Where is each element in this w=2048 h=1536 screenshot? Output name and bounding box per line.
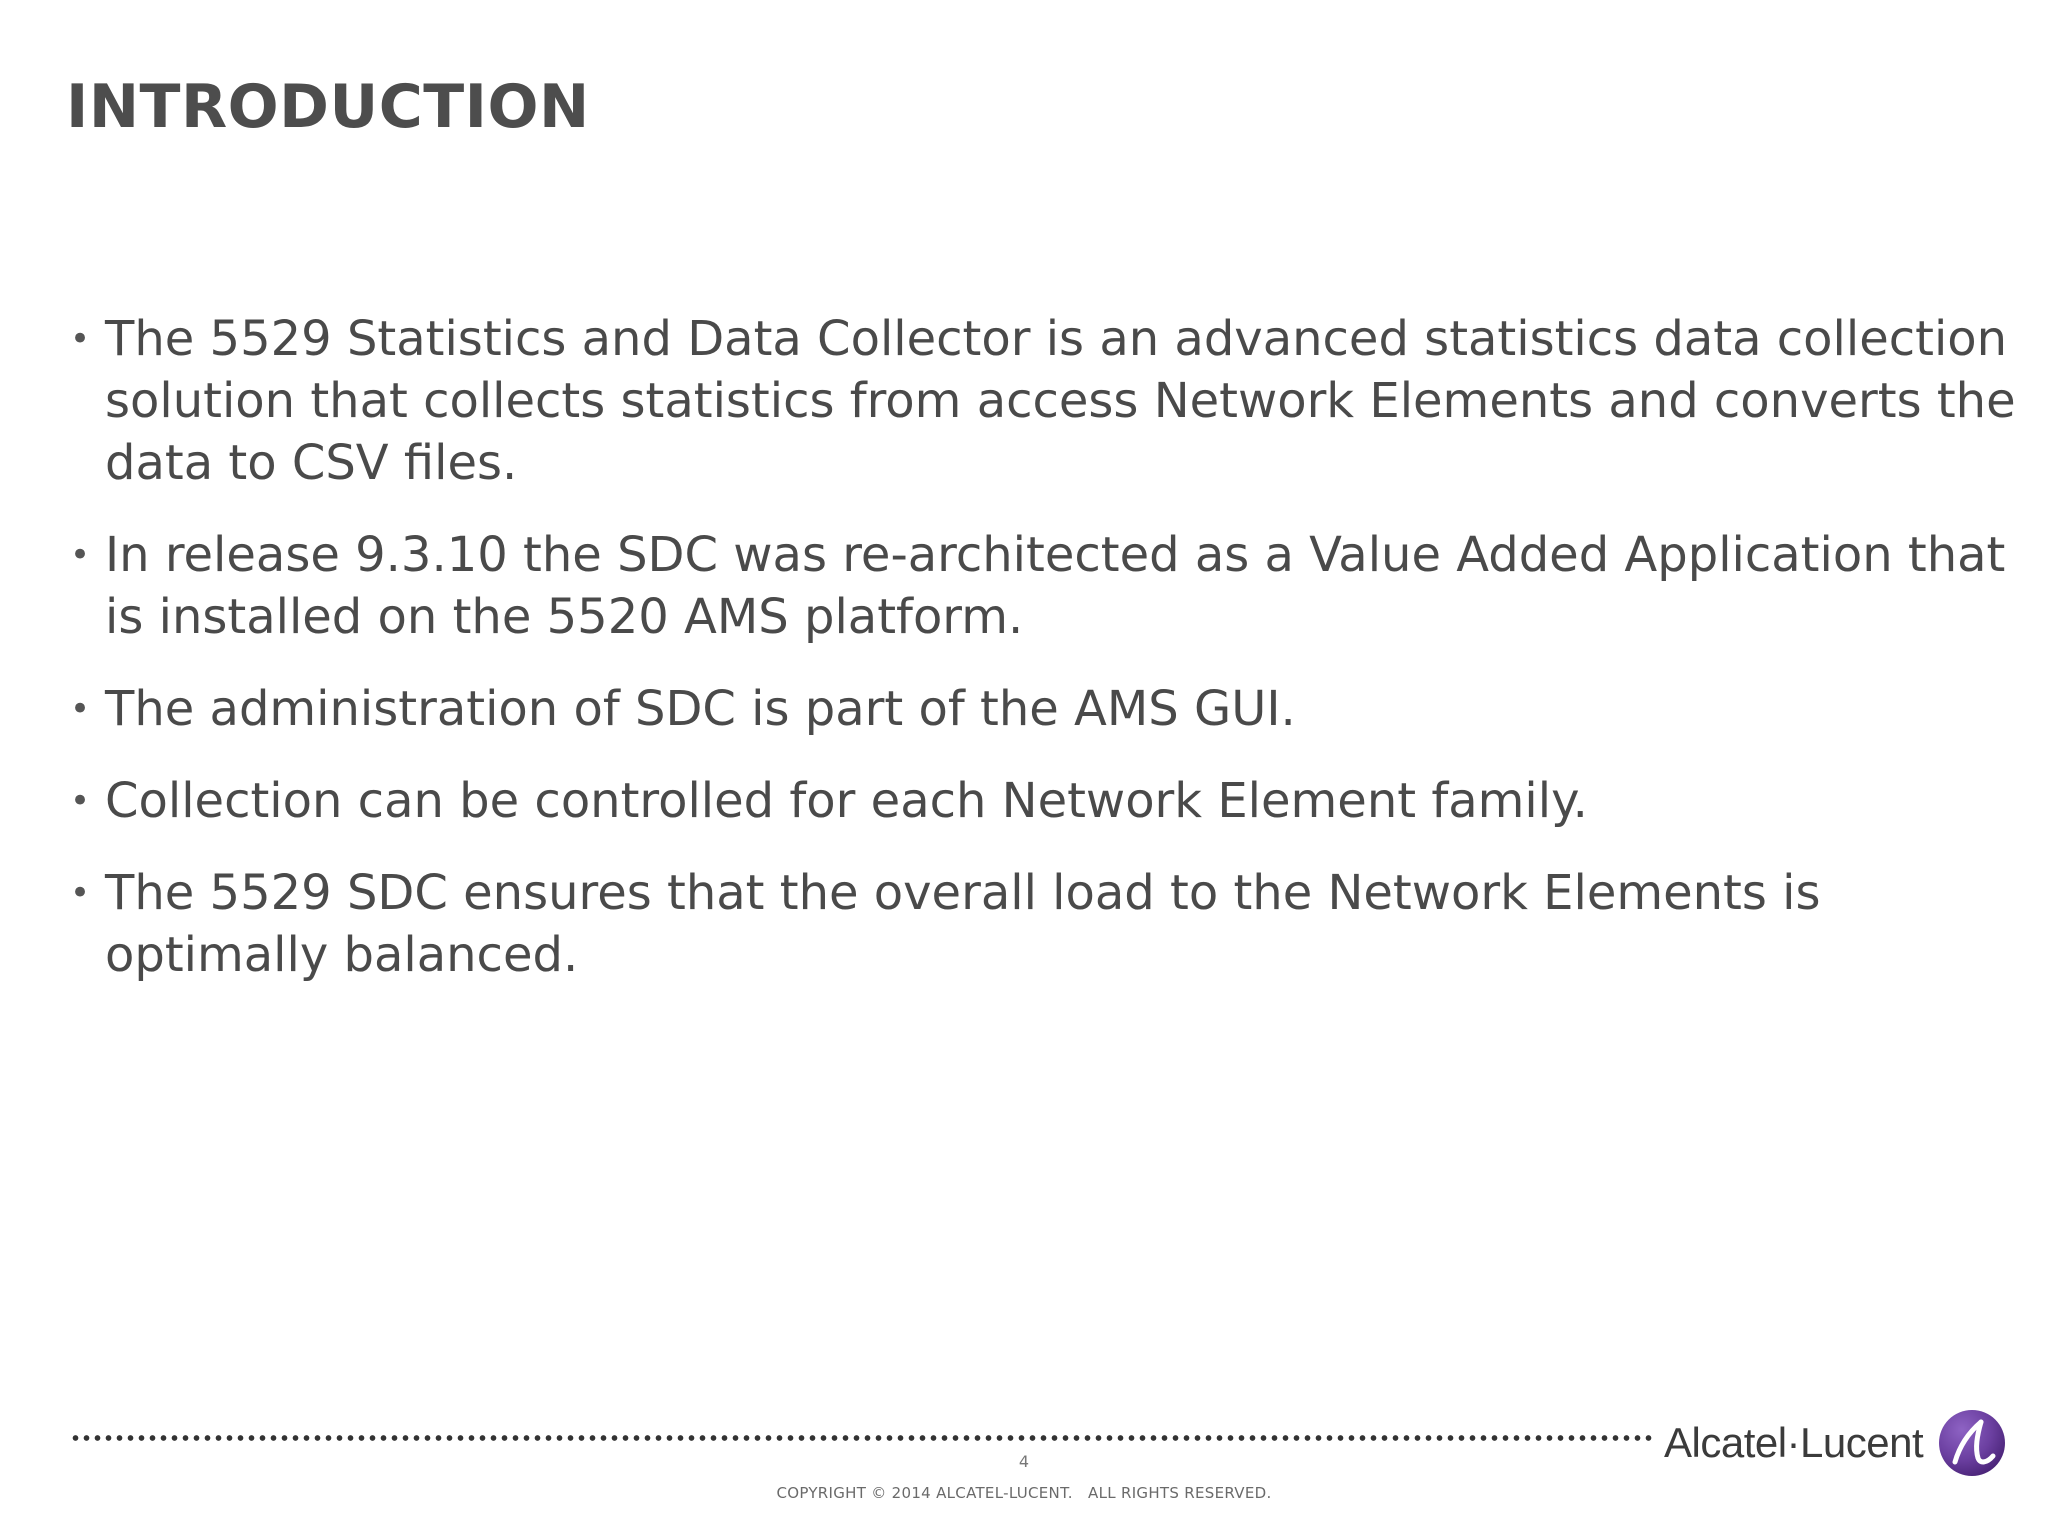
page-number: 4 — [1018, 1452, 1030, 1471]
bullet-text: In release 9.3.10 the SDC was re-architected as a Value Added Application that is installed on the 5520 AMS platform. — [105, 527, 2006, 645]
bullet-dot: • — [70, 873, 91, 913]
bullet-item — [66, 862, 2016, 986]
bullet-text: The 5529 SDC ensures that the overall load to the Network Elements is optimally balanced. — [105, 865, 1821, 983]
bullet-dot: • — [70, 319, 91, 359]
logo-text: Alcatel·Lucent — [1664, 1419, 1924, 1466]
bullet-item — [66, 308, 2016, 494]
bullet-item — [66, 524, 2016, 648]
bullet-text: The administration of SDC is part of the AMS GUI. — [105, 681, 1296, 737]
bullet-dot: • — [70, 781, 91, 821]
bullet-list — [66, 308, 2016, 1016]
bullet-text: Collection can be controlled for each Network Element family. — [105, 773, 1588, 829]
footer-dotted-divider — [70, 1434, 1652, 1442]
bullet-item — [66, 770, 2016, 832]
bullet-dot: • — [70, 689, 91, 729]
slide-title: INTRODUCTION — [66, 72, 590, 142]
bullet-text: The 5529 Statistics and Data Collector is an advanced statistics data collection solution that collects statistics from access Network Elements and converts the data to CSV files. — [105, 311, 2016, 491]
copyright-notice: COPYRIGHT © 2014 ALCATEL-LUCENT. ALL RIGHTS RESERVED. — [776, 1484, 1272, 1502]
bullet-item — [66, 678, 2016, 740]
bullet-dot: • — [70, 535, 91, 575]
